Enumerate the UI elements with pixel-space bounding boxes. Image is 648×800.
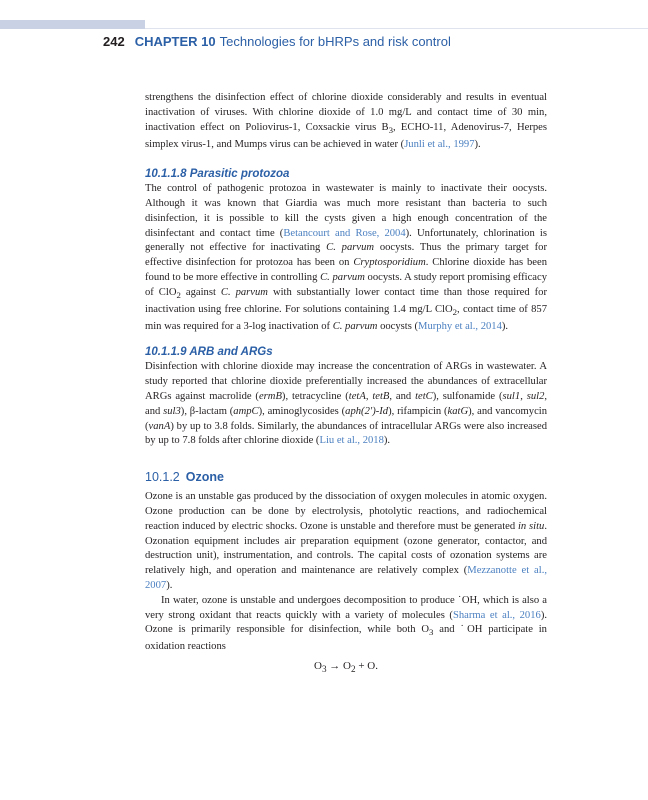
- heading-arb-args: 10.1.1.9 ARB and ARGs: [145, 346, 273, 359]
- heading-parasitic-protozoa: 10.1.1.8 Parasitic protozoa: [145, 168, 290, 181]
- citation-link[interactable]: Murphy et al., 2014: [418, 320, 502, 332]
- header-rule: [145, 28, 648, 29]
- paragraph-protozoa: The control of pathogenic protozoa in wastewater is mainly to inactivate their oocysts. Although it was known that Giardia was much more resistant than bacteria to such disinfection, it is possible to kill the cysts given a high enough concentration of the disinfectant and contact time (Betancourt and Rose, 2004). Unfortunately, chlorination is generally not effective for inactivating C. parvum oocysts. Thus the primary target for effective disinfection for protozoa has been on Cryptosporidium. Chlorine dioxide has been found to be more effective in controlling C. parvum oocysts. A study report promising efficacy of ClO$_2$ against C. parvum with substantially lower contact time than those required for inactivation using free chlorine. For solutions containing 1.4 mg/L ClO$_2$, contact time of 857 min was required for a 3-log inactivation of C. parvum oocysts (Murphy et al., 2014).: [145, 183, 548, 332]
- citation-link[interactable]: Liu et al., 2018: [319, 435, 384, 447]
- paragraph-ozone-1: Ozone is an unstable gas produced by the dissociation of oxygen molecules in atomic oxygen. Ozone production can be done by electrolysis, photolytic reactions, and radiochemical reaction induced by electric shocks. Ozone is unstable and therefore must be generated in situ. Ozonation equipment includes air preparation equipment (ozone generator, contactor, and destruction unit), instrumentation, and controls. The capital costs of ozonation systems are relatively high, and operation and maintenance are relatively complex (Mezzanotte et al., 2007).: [145, 491, 547, 592]
- page-number: 242: [103, 34, 125, 49]
- citation-link[interactable]: Betancourt and Rose, 2004: [283, 227, 406, 239]
- paragraph-arb-args: Disinfection with chlorine dioxide may increase the concentration of ARGs in wastewater. A study reported that chlorine dioxide preferentially increased the abundances of extracellular ARGs against macrolide (ermB), tetracycline (tetA, tetB, and tetC), sulfonamide (sul1, sul2, and sul3), β-lactam (ampC), aminoglycosides (aph(2′)-Id), rifampicin (katG), and vancomycin (vanA) by up to 3.8 folds. Similarly, the abundances of intracellular ARGs were also increased by up to 7.8 folds after chlorine dioxide (Liu et al., 2018).: [145, 361, 548, 447]
- section-title: Ozone: [185, 470, 224, 485]
- header-accent-bar: [0, 20, 145, 29]
- ozone-decomposition-equation: $O_3 \to O_2 + O$.: [314, 660, 378, 675]
- chapter-title: Technologies for bHRPs and risk control: [219, 34, 451, 49]
- citation-link[interactable]: Mezzanotte et al., 2007: [145, 565, 547, 592]
- paragraph-intro: strengthens the disinfection effect of chlorine dioxide considerably and results in eventual inactivation of viruses. With chlorine dioxide of 1.0 mg/L and contact time of 30 min, inactivation effect on Poliovirus-1, Coxsackie virus $B_3$, ECHO-11, Adenovirus-7, Herpes simplex virus-1, and Mumps virus can be achieved in water (Junli et al., 1997).: [145, 92, 547, 150]
- page-content: [145, 91, 547, 677]
- running-head: [103, 34, 451, 49]
- chapter-label: CHAPTER 10: [134, 34, 216, 49]
- citation-link[interactable]: Junli et al., 1997: [404, 138, 475, 150]
- paragraph-ozone-2: In water, ozone is unstable and undergoes decomposition to produce ˙OH, which is also a very strong oxidant that reacts quickly with a variety of molecules (Sharma et al., 2016). Ozone is primarily responsible for disinfection, while both $O_3$ and ˙OH participate in oxidation reactions: [145, 594, 547, 653]
- heading-ozone: [145, 469, 547, 486]
- section-number: 10.1.2: [145, 470, 180, 485]
- citation-link[interactable]: Sharma et al., 2016: [452, 609, 541, 621]
